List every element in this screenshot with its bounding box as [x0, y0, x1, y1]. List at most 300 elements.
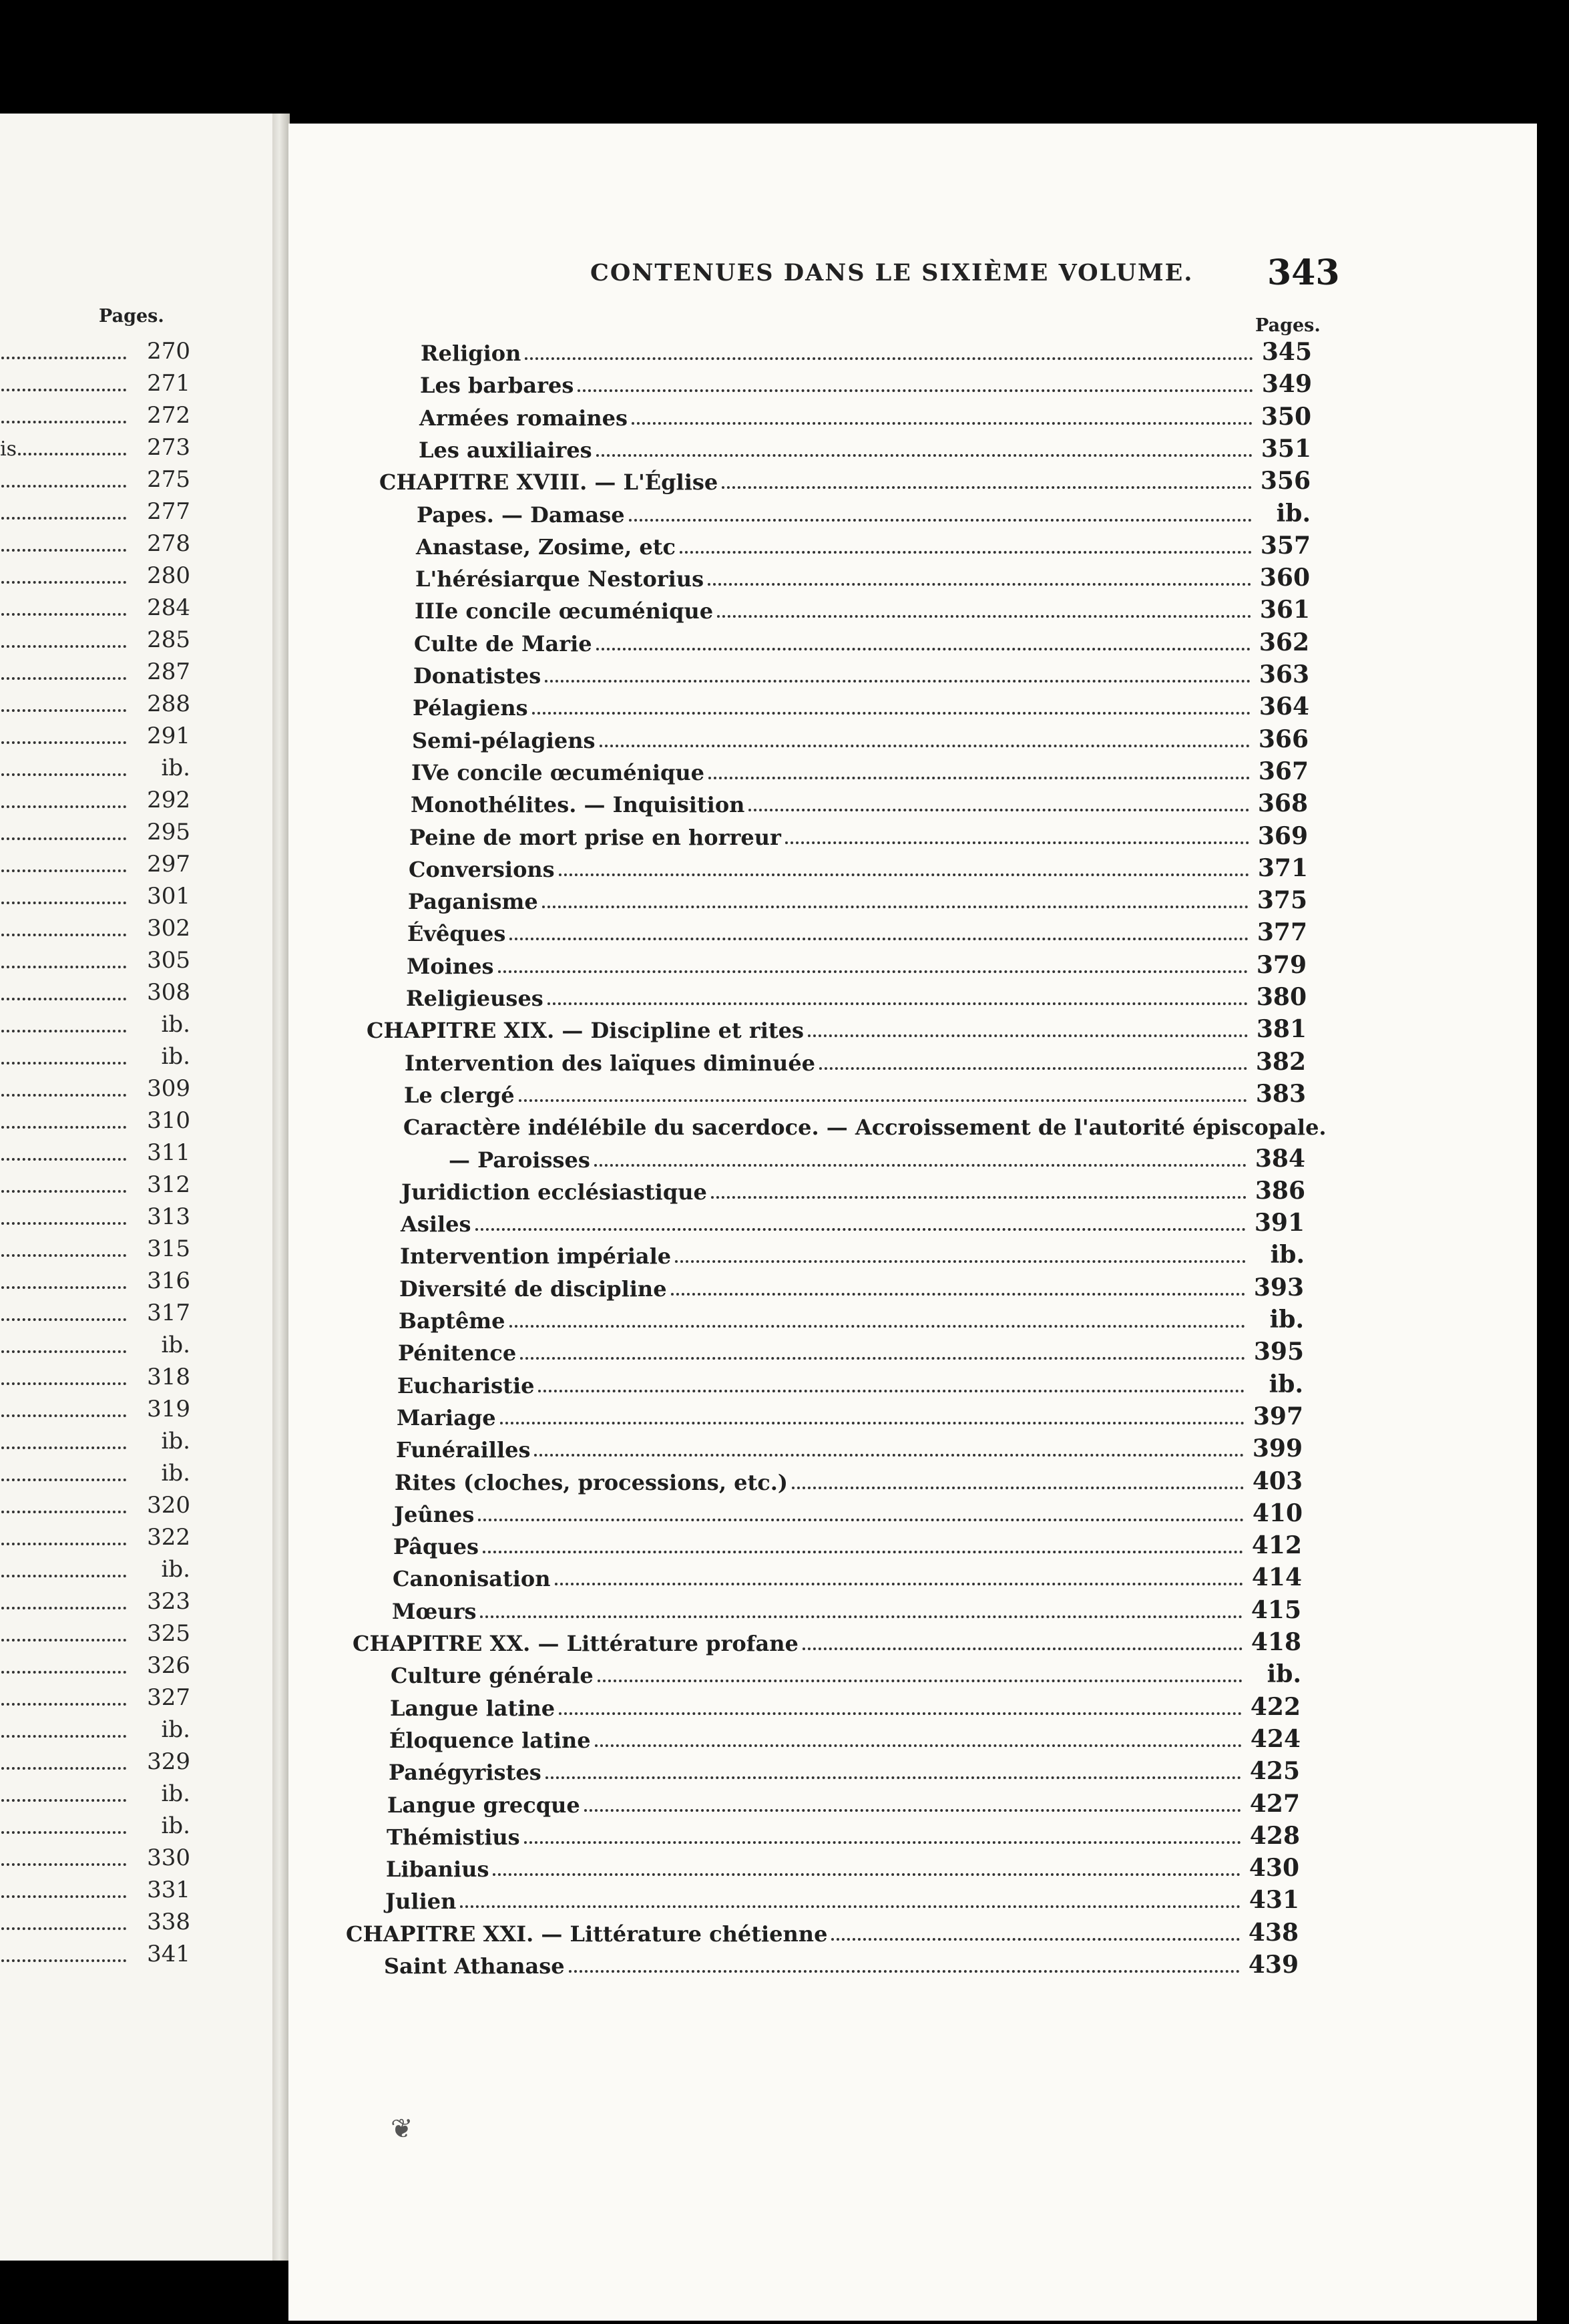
- left-toc-entry: [0, 879, 190, 910]
- dot-leader: [675, 1260, 1246, 1263]
- toc-entry-title: Juridiction ecclésiastique: [401, 1179, 707, 1205]
- toc-entry-page: 439: [1248, 1951, 1299, 1979]
- left-toc-page: 316: [147, 1268, 190, 1294]
- toc-entry: [412, 721, 1309, 753]
- dot-leader: [708, 583, 1251, 586]
- left-toc-entry: [0, 590, 190, 621]
- toc-entry: [407, 947, 1307, 979]
- left-toc-entry: [0, 687, 190, 717]
- toc-entry: [419, 431, 1311, 463]
- toc-entry-title: Thémistius: [387, 1824, 520, 1850]
- dot-leader: [1, 1446, 126, 1449]
- left-toc-entry: [0, 975, 190, 1006]
- toc-entry: [387, 1786, 1300, 1818]
- printer-ornament-icon: ❦: [391, 2114, 413, 2144]
- toc-entry-page: ib.: [1270, 1241, 1305, 1270]
- left-toc-entry: [0, 1199, 190, 1230]
- dot-leader: [1, 389, 126, 391]
- dot-leader: [711, 1196, 1247, 1199]
- toc-entry-title: Pâques: [393, 1534, 479, 1560]
- toc-entry-title: Le clergé: [404, 1082, 515, 1108]
- dot-leader: [1, 1286, 126, 1289]
- toc-entry-page: 391: [1254, 1209, 1305, 1237]
- left-toc-entry: [0, 1360, 190, 1390]
- running-head: CONTENUES DANS LE SIXIÈME VOLUME.: [590, 259, 1194, 286]
- toc-entry-title: Asiles: [401, 1211, 471, 1237]
- dot-leader: [1, 1767, 126, 1770]
- left-toc-page: 319: [147, 1396, 190, 1422]
- dot-leader: [1, 902, 126, 904]
- dot-leader: [1, 1639, 126, 1641]
- toc-entry-title: Papes. — Damase: [417, 502, 625, 528]
- left-toc-page: 301: [147, 883, 190, 910]
- left-page: [0, 114, 280, 2261]
- toc-entry: [411, 785, 1308, 817]
- left-toc-entry: [0, 1584, 190, 1615]
- toc-entry-page: 397: [1253, 1402, 1303, 1430]
- toc-entry-title: Les barbares: [420, 373, 574, 399]
- dot-leader: [680, 551, 1252, 554]
- left-toc-entry: [0, 783, 190, 813]
- left-toc-page: 331: [147, 1877, 190, 1903]
- toc-entry-title: Mœurs: [392, 1598, 477, 1624]
- left-toc-entry: [0, 1392, 190, 1422]
- toc-entry: [367, 1011, 1307, 1043]
- dot-leader: [1, 1543, 126, 1545]
- toc-entry-title: Funérailles: [396, 1437, 531, 1463]
- toc-entry-title: Culture générale: [391, 1663, 594, 1689]
- toc-entry-title: Saint Athanase: [384, 1953, 565, 1979]
- dot-leader: [1, 1190, 126, 1193]
- toc-entry-page: 345: [1261, 338, 1312, 366]
- dot-leader: [596, 648, 1251, 650]
- toc-entry-page: 366: [1258, 725, 1309, 753]
- dot-leader: [1, 1062, 126, 1064]
- left-toc-page: ib.: [161, 1556, 190, 1583]
- toc-entry-title: CHAPITRE XVIII. — L'Église: [379, 469, 718, 496]
- left-toc-entry: [0, 1776, 190, 1807]
- toc-entry-title: Éloquence latine: [389, 1727, 591, 1753]
- right-pages-label: Pages.: [1255, 315, 1321, 336]
- toc-entry-page: 438: [1248, 1918, 1299, 1947]
- toc-entry-page: 360: [1259, 564, 1310, 592]
- toc-entry-page: 350: [1261, 402, 1311, 431]
- toc-entry: [390, 1689, 1301, 1721]
- toc-entry-page: 368: [1257, 789, 1308, 818]
- left-toc-stub: is: [0, 437, 17, 461]
- toc-entry-title: Jeûnes: [394, 1501, 475, 1527]
- toc-entry: [416, 528, 1311, 560]
- toc-entry: [397, 1398, 1303, 1430]
- dot-leader: [808, 1034, 1248, 1037]
- toc-entry-page: 356: [1260, 467, 1311, 496]
- toc-entry-title: Intervention impériale: [400, 1243, 672, 1270]
- left-toc-entry: [0, 1167, 190, 1198]
- left-toc-page: 291: [147, 723, 190, 749]
- toc-entry: [398, 1334, 1304, 1366]
- dot-leader: [792, 1487, 1244, 1489]
- dot-leader: [1, 485, 126, 488]
- left-toc-entry: [0, 1328, 190, 1358]
- dot-leader: [545, 1776, 1241, 1779]
- left-toc-page: 278: [147, 530, 190, 557]
- toc-entry-title: Monothélites. — Inquisition: [411, 792, 745, 818]
- dot-leader: [1, 837, 126, 840]
- toc-entry: [417, 496, 1311, 528]
- left-toc-entry: [0, 1680, 190, 1711]
- toc-entry-page: 425: [1249, 1757, 1300, 1786]
- left-toc-page: 305: [147, 947, 190, 974]
- dot-leader: [708, 777, 1250, 779]
- dot-leader: [632, 422, 1253, 425]
- toc-entry: [393, 1527, 1302, 1559]
- toc-entry-page: 422: [1250, 1692, 1301, 1721]
- dot-leader: [520, 1357, 1245, 1360]
- toc-entry-page: 357: [1260, 531, 1311, 560]
- left-toc-page: 323: [147, 1588, 190, 1615]
- left-toc-page: ib.: [161, 1716, 190, 1743]
- toc-entry-title: Rites (cloches, processions, etc.): [395, 1469, 788, 1495]
- toc-entry-title: Caractère indélébile du sacerdoce. — Accroissement de l'autorité épiscopale.: [403, 1115, 1327, 1141]
- toc-entry-page: 399: [1252, 1434, 1303, 1463]
- toc-entry-page: 379: [1256, 950, 1307, 979]
- toc-entry: [395, 1463, 1303, 1495]
- left-toc-entry: [0, 1808, 190, 1839]
- dot-leader: [1, 1671, 126, 1674]
- toc-entry-title: Anastase, Zosime, etc: [416, 534, 676, 560]
- dot-leader: [1, 1126, 126, 1129]
- left-toc-page: 315: [147, 1235, 190, 1262]
- left-toc-page: 271: [147, 370, 190, 397]
- toc-entry-page: 351: [1261, 434, 1311, 463]
- dot-leader: [1, 1575, 126, 1577]
- left-toc-page: 309: [147, 1075, 190, 1102]
- left-toc-entry: [0, 1135, 190, 1166]
- toc-entry-page: 424: [1250, 1724, 1301, 1753]
- left-toc-entry: [0, 1552, 190, 1583]
- toc-entry: [409, 818, 1308, 850]
- toc-entry-title: Diversité de discipline: [399, 1276, 667, 1302]
- toc-entry-page: 369: [1257, 821, 1308, 850]
- toc-entry-title: Moines: [407, 953, 494, 979]
- left-toc-entry: [0, 1744, 190, 1775]
- toc-entry-page: 415: [1251, 1595, 1301, 1624]
- dot-leader: [559, 1712, 1242, 1715]
- dot-leader: [534, 1454, 1244, 1457]
- dot-leader: [509, 1325, 1245, 1328]
- toc-entry-page: 363: [1259, 660, 1309, 689]
- left-toc-entry: [0, 943, 190, 974]
- toc-entry-page: 418: [1251, 1628, 1301, 1656]
- dot-leader: [717, 615, 1251, 618]
- dot-leader: [542, 906, 1249, 908]
- toc-entry-title: Eucharistie: [397, 1372, 535, 1398]
- left-toc-page: 312: [147, 1171, 190, 1198]
- dot-leader: [1, 1350, 126, 1353]
- dot-leader: [1, 1511, 126, 1513]
- left-toc-page: 311: [147, 1139, 190, 1166]
- left-toc-page: 322: [147, 1524, 190, 1551]
- toc-entry-page: 395: [1253, 1338, 1304, 1366]
- dot-leader: [555, 1583, 1243, 1585]
- toc-entry: [399, 1302, 1304, 1334]
- toc-entry-title: Paganisme: [408, 889, 538, 915]
- toc-entry: [379, 463, 1311, 495]
- left-toc-page: 295: [147, 819, 190, 845]
- left-toc-page: 329: [147, 1748, 190, 1775]
- toc-entry: [387, 1818, 1300, 1850]
- left-toc-entry: [0, 1424, 190, 1455]
- toc-entry-page: 377: [1257, 918, 1307, 947]
- dot-leader: [1, 1959, 126, 1962]
- left-pages-label: Pages.: [99, 306, 164, 327]
- dot-leader: [538, 1390, 1245, 1392]
- toc-entry-page: 382: [1255, 1047, 1306, 1076]
- left-toc-entry: [0, 815, 190, 845]
- dot-leader: [1, 357, 126, 359]
- dot-leader: [524, 1841, 1241, 1844]
- toc-entry-page: 349: [1261, 370, 1312, 399]
- toc-entry: [394, 1495, 1303, 1527]
- dot-leader: [1, 517, 126, 520]
- left-toc-entry: [0, 1520, 190, 1551]
- dot-leader: [1, 1382, 126, 1385]
- toc-entry-page: 361: [1259, 596, 1310, 624]
- dot-leader: [722, 486, 1252, 489]
- toc-entry-page: 414: [1251, 1563, 1302, 1592]
- toc-entry: [401, 1173, 1305, 1205]
- toc-entry-title: Langue grecque: [387, 1792, 580, 1818]
- left-toc-page: 313: [147, 1203, 190, 1230]
- dot-leader: [498, 970, 1248, 973]
- toc-entry-title: Pénitence: [398, 1340, 517, 1366]
- dot-leader: [1, 1479, 126, 1481]
- toc-entry-page: 431: [1249, 1886, 1299, 1915]
- toc-entry-page: 364: [1259, 693, 1309, 721]
- left-toc-entry: [0, 911, 190, 942]
- toc-entry: [420, 366, 1312, 398]
- left-toc-page: 327: [147, 1684, 190, 1711]
- toc-entry-title: Donatistes: [413, 663, 541, 689]
- dot-leader: [1, 645, 126, 648]
- left-toc-page: 310: [147, 1107, 190, 1134]
- dot-leader: [831, 1938, 1240, 1941]
- toc-entry-title: Libanius: [386, 1857, 489, 1883]
- toc-entry: [389, 1753, 1300, 1785]
- dot-leader: [1, 966, 126, 968]
- dot-leader: [559, 874, 1249, 876]
- toc-entry-page: 412: [1251, 1531, 1302, 1560]
- toc-entry-page: ib.: [1267, 1660, 1301, 1689]
- toc-entry: [346, 1915, 1299, 1947]
- dot-leader: [1, 421, 126, 423]
- dot-leader: [671, 1293, 1245, 1296]
- dot-leader: [1, 1831, 126, 1834]
- dot-leader: [1, 1863, 126, 1866]
- left-toc-entry: [0, 719, 190, 749]
- left-toc-entry: [0, 1264, 190, 1294]
- toc-entry-page: 384: [1255, 1144, 1305, 1173]
- dot-leader: [1, 805, 126, 808]
- toc-entry-title: IVe concile œcuménique: [411, 759, 705, 785]
- dot-leader: [493, 1873, 1241, 1876]
- left-toc-entry: [0, 1905, 190, 1935]
- dot-leader: [600, 745, 1250, 747]
- toc-entry-title: Conversions: [409, 856, 555, 882]
- left-toc-page: 285: [147, 626, 190, 653]
- toc-entry-title: Canonisation: [393, 1566, 551, 1592]
- toc-entry: [413, 689, 1309, 721]
- toc-entry-title: — Paroisses: [449, 1147, 590, 1173]
- book-gutter: [272, 114, 290, 2261]
- left-toc-entry: [0, 654, 190, 685]
- toc-entry: [413, 656, 1309, 689]
- dot-leader: [1, 1030, 126, 1032]
- left-toc-page: 308: [147, 979, 190, 1006]
- toc-entry-page: ib.: [1269, 1370, 1303, 1398]
- dot-leader: [1, 773, 126, 776]
- toc-entry-title: Peine de mort prise en horreur: [409, 824, 781, 850]
- toc-entry: [391, 1656, 1301, 1688]
- left-toc-entry: [0, 1007, 190, 1038]
- toc-entry: [411, 753, 1309, 785]
- dot-leader: [1, 581, 126, 584]
- left-toc-entry: [0, 462, 190, 493]
- left-toc-entry: [0, 1873, 190, 1903]
- left-toc-entry: [0, 558, 190, 589]
- dot-leader: [1, 1254, 126, 1257]
- left-toc-entry: [0, 430, 190, 461]
- toc-entry-title: Intervention des laïques diminuée: [405, 1050, 816, 1076]
- toc-entry: [449, 1141, 1305, 1173]
- left-toc-page: 277: [147, 498, 190, 525]
- dot-leader: [584, 1809, 1241, 1812]
- left-toc-page: 287: [147, 658, 190, 685]
- dot-leader: [483, 1551, 1243, 1553]
- dot-leader: [525, 357, 1253, 360]
- left-toc-entry: [0, 751, 190, 781]
- toc-entry: [406, 979, 1307, 1011]
- left-toc-page: ib.: [161, 1332, 190, 1358]
- toc-entry-page: ib.: [1276, 499, 1311, 528]
- left-toc-entry: [0, 1071, 190, 1102]
- dot-leader: [1, 1158, 126, 1161]
- toc-entry-page: 383: [1255, 1079, 1306, 1108]
- toc-entry-title: CHAPITRE XXI. — Littérature chétienne: [346, 1921, 828, 1947]
- toc-entry-page: 427: [1249, 1789, 1300, 1818]
- toc-entry-page: 403: [1252, 1467, 1303, 1495]
- toc-entry-title: Culte de Marie: [414, 630, 592, 656]
- toc-entry-page: 430: [1249, 1854, 1299, 1883]
- toc-entry: [405, 1044, 1306, 1076]
- left-toc-page: ib.: [161, 1812, 190, 1839]
- left-toc-page: 341: [147, 1941, 190, 1967]
- toc-entry-title: Religion: [421, 341, 521, 366]
- toc-entry-page: 362: [1259, 628, 1309, 656]
- toc-entry: [393, 1559, 1302, 1591]
- left-toc-page: 325: [147, 1620, 190, 1647]
- dot-leader: [1, 677, 126, 680]
- dot-leader: [1, 1318, 126, 1321]
- dot-leader: [1, 741, 126, 744]
- dot-leader: [1, 1414, 126, 1417]
- toc-entry-page: 367: [1258, 757, 1309, 785]
- dot-leader: [1, 1607, 126, 1609]
- left-toc-entry: [0, 494, 190, 525]
- dot-leader: [1, 1222, 126, 1225]
- toc-entry-title: L'hérésiarque Nestorius: [415, 566, 704, 592]
- dot-leader: [532, 712, 1251, 715]
- left-toc-entry: [0, 1488, 190, 1519]
- left-toc-page: 338: [147, 1909, 190, 1935]
- toc-entry-page: 410: [1252, 1499, 1303, 1527]
- left-toc-entry: [0, 1039, 190, 1070]
- toc-entry: [419, 399, 1311, 431]
- left-toc-entry: [0, 622, 190, 653]
- dot-leader: [460, 1905, 1241, 1908]
- toc-entry: [392, 1592, 1301, 1624]
- dot-leader: [1, 1735, 126, 1738]
- left-toc-entry: [0, 1616, 190, 1647]
- page-number: 343: [1267, 252, 1340, 293]
- toc-entry: [403, 1108, 1327, 1141]
- dot-leader: [1, 549, 126, 552]
- toc-entry: [401, 1205, 1305, 1237]
- toc-entry: [384, 1947, 1299, 1979]
- dot-leader: [1, 869, 126, 872]
- left-toc-entry: [0, 334, 190, 365]
- toc-entry: [386, 1850, 1299, 1882]
- toc-entry-page: 428: [1249, 1821, 1300, 1850]
- dot-leader: [1, 1895, 126, 1898]
- left-toc-page: 320: [147, 1492, 190, 1519]
- toc-entry: [389, 1721, 1301, 1753]
- dot-leader: [519, 1099, 1247, 1102]
- left-toc-page: 272: [147, 402, 190, 429]
- dot-leader: [594, 1164, 1247, 1167]
- toc-entry: [408, 882, 1307, 914]
- left-toc-page: ib.: [161, 1460, 190, 1487]
- left-toc-page: 292: [147, 787, 190, 813]
- toc-entry-title: Panégyristes: [389, 1760, 541, 1786]
- left-toc-page: ib.: [161, 1780, 190, 1807]
- toc-entry-title: Religieuses: [406, 986, 543, 1011]
- left-toc-page: 297: [147, 851, 190, 878]
- toc-entry-page: 371: [1257, 853, 1308, 882]
- left-toc-entry: [0, 398, 190, 429]
- dot-leader: [545, 680, 1251, 683]
- dot-leader: [595, 1744, 1242, 1747]
- left-toc-entry: [0, 526, 190, 557]
- left-toc-page: 288: [147, 691, 190, 717]
- left-toc-page: 280: [147, 562, 190, 589]
- toc-entry: [415, 560, 1310, 592]
- toc-entry-title: Julien: [385, 1889, 457, 1915]
- toc-entry: [385, 1882, 1299, 1914]
- dot-leader: [509, 938, 1249, 940]
- dot-leader: [1, 1703, 126, 1706]
- dot-leader: [785, 841, 1249, 844]
- left-toc-entry: [0, 1103, 190, 1134]
- toc-entry: [404, 1076, 1306, 1108]
- scan-edge: [1537, 124, 1569, 2324]
- dot-leader: [475, 1228, 1246, 1231]
- left-toc-entry: [0, 1841, 190, 1871]
- dot-leader: [1, 934, 126, 936]
- toc-entry: [407, 914, 1307, 946]
- toc-entry-title: Pélagiens: [413, 695, 528, 721]
- left-toc-page: 270: [147, 338, 190, 365]
